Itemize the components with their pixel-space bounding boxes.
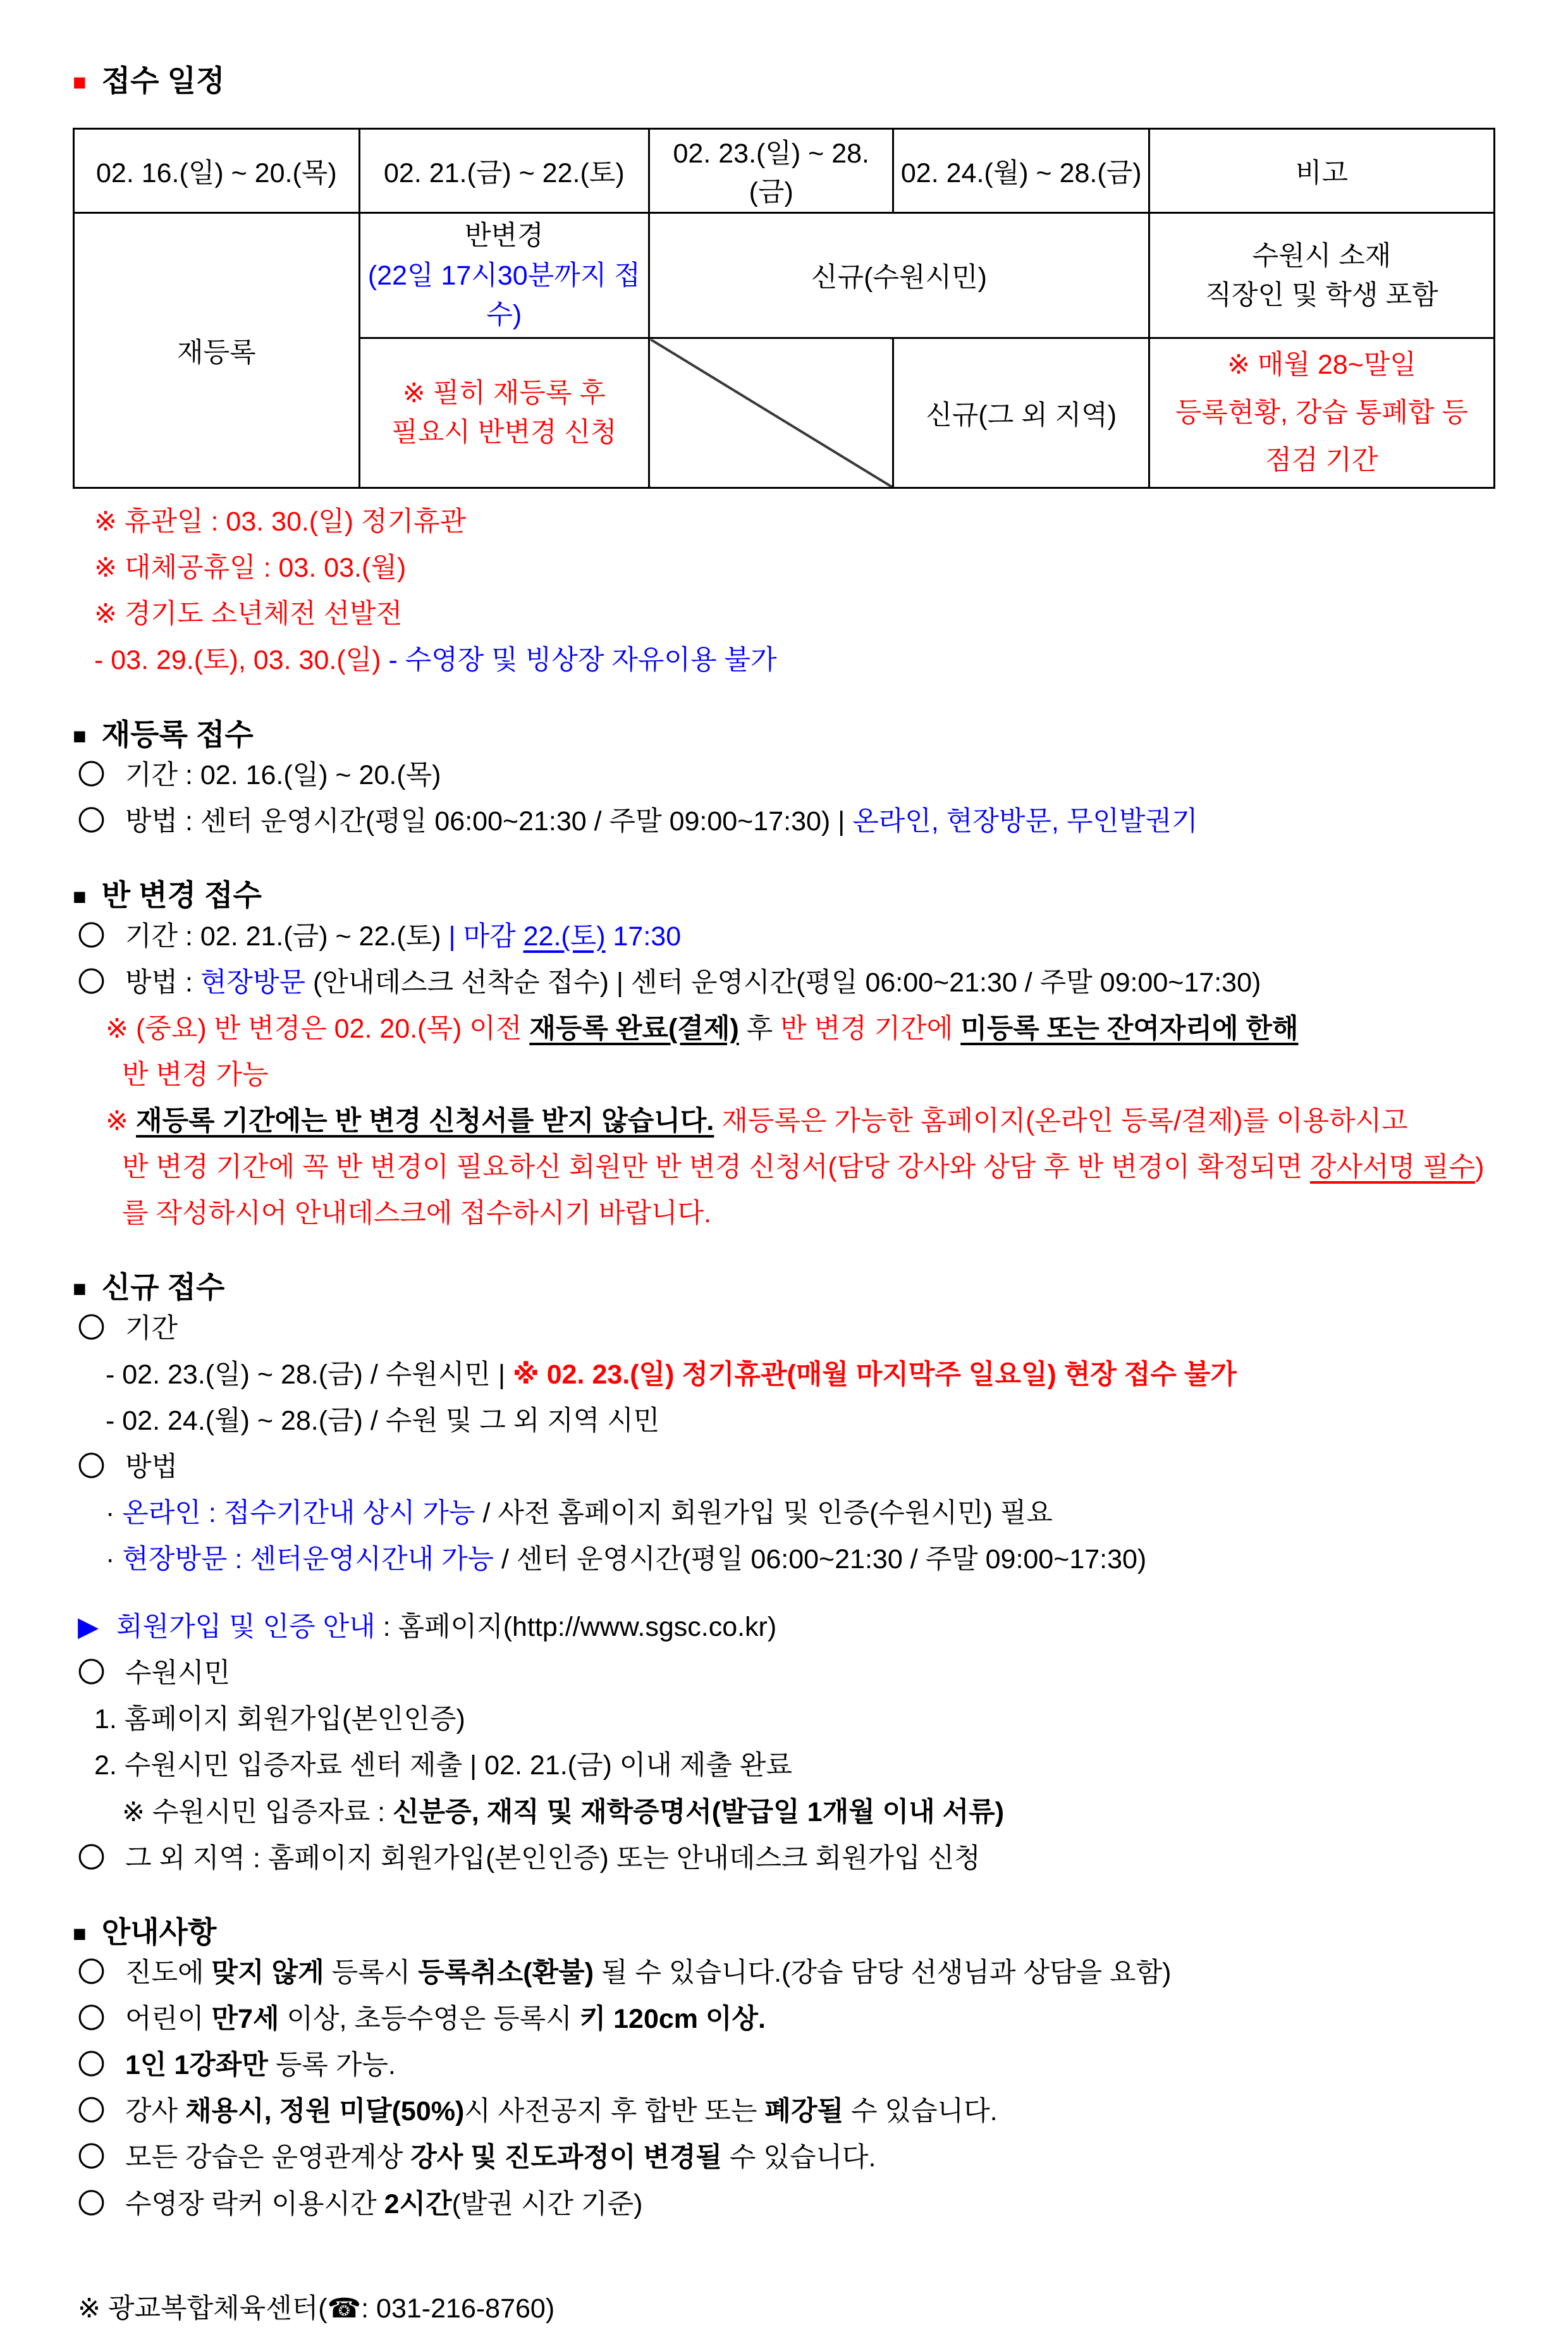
cell-new-suwon: 신규(수원시민) [649,213,1149,338]
class-change-note2-cont1 [73,1145,1495,1191]
notice-1e: 될 수 있습니다.(강습 담당 선생님과 상담을 요함) [594,1958,1172,1989]
note1-period: 반 변경 기간에 [780,1013,961,1044]
class-change-deadline: (22일 17시30분까지 접수) [367,260,640,331]
new-method-label: 방법 [125,1451,178,1482]
section-class-change-title: 반 변경 접수 [101,878,262,912]
red-square-bullet-icon: ■ [73,69,87,95]
note2-no-form: 재등록 기간에는 반 변경 신청서를 받지 않습니다. [135,1105,714,1136]
header-period-new-suwon: 02. 23.(일) ~ 28.(금) [649,129,893,213]
class-change-method-line [73,960,1495,1006]
proof-docs-list: 신분증, 재직 및 재학증명서(발급일 1개월 이내 서류) [393,1796,1005,1827]
rereg-period: 기간 : 02. 16.(일) ~ 20.(목) [125,759,441,790]
signup-guide-title: 회원가입 및 인증 안내 [116,1612,376,1643]
notice-2b: 만7세 [211,2004,279,2035]
class-change-period-line [73,914,1495,960]
notice-6b: 2시간 [384,2188,452,2219]
suwon-citizen-label: 수원시민 [125,1658,231,1689]
notice-5a: 모든 강습은 운영관계상 [125,2142,411,2173]
remark-line-1: 수원시 소재 [1252,240,1392,271]
class-change-method-visit: 현장방문 [200,967,306,998]
notice-4b: 채용시, 정원 미달(50%) [185,2096,465,2127]
note2-cont1-text: 반 변경 기간에 꼭 반 변경이 필요하신 회원만 반 변경 신청서(담당 강사와 상담 후 반 변경이 확정되면 [122,1151,1310,1182]
class-change-method-detail: (안내데스크 선착순 접수) | 센터 운영시간(평일 06:00~21:30 / 주말 09:00~17:30) [312,967,1261,998]
notice-1d: 등록취소(환불) [418,1958,594,1989]
rereg-period-line [73,752,1495,799]
new-period1-line [73,1352,1495,1398]
new-period1-warning: ※ 02. 23.(일) 정기휴관(매월 마지막주 일요일) 현장 접수 불가 [512,1359,1237,1390]
cell-new-other: 신규(그 외 지역) [893,338,1149,488]
new-visit-blue: 현장방문 : 센터운영시간내 가능 [122,1544,494,1575]
holiday-notes [73,499,1495,684]
note1-condition: 미등록 또는 잔여자리에 한해 [960,1013,1299,1044]
proof-docs-line [73,1789,1495,1836]
notice-1c: 등록시 [324,1958,419,1989]
class-change-note2-line [73,1098,1495,1145]
signup-step1: 1. 홈페이지 회원가입(본인인증) [94,1704,465,1735]
section-new-title: 신규 접수 [101,1270,225,1304]
new-method-label-line [73,1444,1495,1490]
cell-class-change-note [359,338,649,488]
class-change-label: 반변경 [465,221,544,252]
note2-signature-required: 강사서명 필수 [1309,1151,1476,1182]
notice-item-4 [73,2089,1495,2135]
page-title [73,63,1495,99]
holiday-note-4-dates: - 03. 29.(토), 03. 30.(일) [94,645,389,676]
note1-important: ※ (중요) 반 변경은 02. 20.(목) 이전 [106,1013,530,1044]
cell-class-change [359,213,649,338]
remark-red-1: ※ 매월 28~말일 [1227,350,1416,381]
remark-line-2: 직장인 및 학생 포함 [1205,279,1438,310]
black-square-bullet-icon: ■ [73,722,87,749]
schedule-row-top [74,213,1495,338]
header-period-rereg: 02. 16.(일) ~ 20.(목) [74,129,360,213]
holiday-note-1: ※ 휴관일 : 03. 30.(일) 정기휴관 [94,506,467,537]
triangle-bullet-icon: ▶ [78,1612,99,1643]
class-change-deadline-date: 22.(토) [523,921,606,952]
class-change-deadline-time: 17:30 [613,921,682,952]
notice-3b: 등록 가능. [267,2050,396,2081]
cell-remark-top [1149,213,1494,338]
note1-rereg-complete: 재등록 완료(결제) [529,1013,739,1044]
notice-1b: 맞지 않게 [211,1958,324,1989]
schedule-table [73,128,1495,489]
notice-4a: 강사 [125,2096,185,2127]
black-square-bullet-icon: ■ [73,1275,87,1302]
circle-bullet-icon: 〇 [78,2142,105,2173]
dot-bullet-icon: · [106,1497,115,1528]
circle-bullet-icon: 〇 [78,2004,105,2035]
notice-5b: 강사 및 진도과정이 변경될 [410,2142,722,2173]
notice-3a: 1인 1강좌만 [125,2050,268,2081]
note1-after: 후 [738,1013,781,1044]
section-notice-heading [73,1915,1495,1950]
section-rereg-heading [73,717,1495,752]
circle-bullet-icon: 〇 [78,1658,105,1689]
note2-use-homepage: 재등록은 가능한 홈페이지(온라인 등록/결제)를 이용하시고 [714,1105,1408,1136]
header-period-classchange: 02. 21.(금) ~ 22.(토) [359,129,649,213]
asterisk-mark: ※ [106,1105,136,1136]
remark-red-2: 등록현황, 강습 통폐합 등 [1175,397,1469,428]
holiday-note-4 [73,637,1495,684]
dot-bullet-icon: · [106,1544,115,1575]
circle-bullet-icon: 〇 [78,1313,105,1344]
black-square-bullet-icon: ■ [73,1920,87,1946]
new-visit-detail: / 센터 운영시간(평일 06:00~21:30 / 주말 09:00~17:30) [501,1544,1147,1575]
suwon-citizen-line [73,1650,1495,1697]
holiday-note-3: ※ 경기도 소년체전 선발전 [94,599,403,630]
other-region-line [73,1836,1495,1882]
notice-item-2 [73,1996,1495,2042]
class-change-note-2: 필요시 반변경 신청 [391,417,617,448]
other-region-text: 그 외 지역 : 홈페이지 회원가입(본인인증) 또는 안내데스크 회원가입 신청 [125,1843,981,1874]
circle-bullet-icon: 〇 [78,1958,105,1989]
rereg-method-channels: 온라인, 현장방문, 무인발권기 [852,806,1198,837]
cell-remark-bottom [1149,338,1494,488]
page-title-text: 접수 일정 [101,64,225,97]
notice-4c: 시 사전공지 후 합반 또는 [464,2096,765,2127]
rereg-method-line [73,799,1495,845]
circle-bullet-icon: 〇 [78,2050,105,2081]
note2-cont1-close: ) [1475,1151,1485,1182]
circle-bullet-icon: 〇 [78,2096,105,2127]
section-notice-title: 안내사항 [101,1915,217,1949]
class-change-period-separator: | [448,921,463,952]
cell-rereg: 재등록 [74,213,360,488]
section-rereg-title: 재등록 접수 [101,717,254,751]
new-period2-line: - 02. 24.(월) ~ 28.(금) / 수원 및 그 외 지역 시민 [106,1405,660,1436]
notice-5c: 수 있습니다. [721,2142,876,2173]
black-square-bullet-icon: ■ [73,883,87,910]
notice-2a: 어린이 [125,2004,212,2035]
new-visit-line [73,1537,1495,1583]
proof-docs-label: ※ 수원시민 입증자료 : [122,1796,393,1827]
notice-1a: 진도에 [125,1958,212,1989]
signup-guide-url: : 홈페이지(http://www.sgsc.co.kr) [383,1612,777,1643]
holiday-note-2: ※ 대체공휴일 : 03. 03.(월) [94,553,407,584]
section-class-change-heading [73,878,1495,913]
new-online-detail: / 사전 홈페이지 회원가입 및 인증(수원시민) 필요 [482,1497,1053,1528]
notice-6c: (발권 시간 기준) [451,2188,643,2219]
holiday-note-4-restriction: - 수영장 및 빙상장 자유이용 불가 [388,645,777,676]
signup-step2: 2. 수원시민 입증자료 센터 제출 | 02. 21.(금) 이내 제출 완료 [94,1750,792,1781]
notice-6a: 수영장 락커 이용시간 [125,2188,384,2219]
new-period-label-line [73,1306,1495,1352]
class-change-note1-cont: 반 변경 가능 [122,1059,269,1090]
signup-guide-line [73,1604,1495,1650]
header-period-new-other: 02. 24.(월) ~ 28.(금) [893,129,1149,213]
notice-item-1 [73,1950,1495,1996]
circle-bullet-icon: 〇 [78,1843,105,1874]
notice-2d: 키 120cm 이상. [579,2004,766,2035]
circle-bullet-icon: 〇 [78,806,105,837]
notice-4d: 폐강될 [764,2096,844,2127]
new-online-blue: 온라인 : 접수기간내 상시 가능 [122,1497,475,1528]
new-period1-dates: - 02. 23.(일) ~ 28.(금) / 수원시민 | [106,1359,513,1390]
class-change-note1-line [73,1006,1495,1052]
circle-bullet-icon: 〇 [78,759,105,790]
remark-red-3: 점검 기간 [1265,445,1378,476]
footer-contact: ※ 광교복합체육센터(☎: 031-216-8760) [78,2293,555,2324]
new-period-label: 기간 [125,1313,178,1344]
schedule-header-row [74,129,1495,213]
circle-bullet-icon: 〇 [78,1451,105,1482]
class-change-note-1: ※ 필히 재등록 후 [402,377,606,408]
header-remark: 비고 [1149,129,1494,213]
section-new-heading [73,1270,1495,1305]
rereg-method-hours: 방법 : 센터 운영시간(평일 06:00~21:30 / 주말 09:00~17:30) | [125,806,853,837]
class-change-method-label: 방법 : [125,967,200,998]
class-change-note2-cont2: 를 작성하시어 안내데스크에 접수하시기 바랍니다. [122,1198,712,1229]
cell-empty-diagonal [649,338,893,488]
notice-item-3 [73,2042,1495,2089]
notice-item-6 [73,2182,1495,2228]
circle-bullet-icon: 〇 [78,967,105,998]
new-online-line [73,1490,1495,1537]
class-change-period: 기간 : 02. 21.(금) ~ 22.(토) [125,921,449,952]
notice-2c: 이상, 초등수영은 등록시 [279,2004,580,2035]
notice-item-5 [73,2135,1495,2181]
circle-bullet-icon: 〇 [78,921,105,952]
notice-4e: 수 있습니다. [843,2096,998,2127]
circle-bullet-icon: 〇 [78,2188,105,2219]
class-change-deadline-prefix: 마감 [463,921,524,952]
